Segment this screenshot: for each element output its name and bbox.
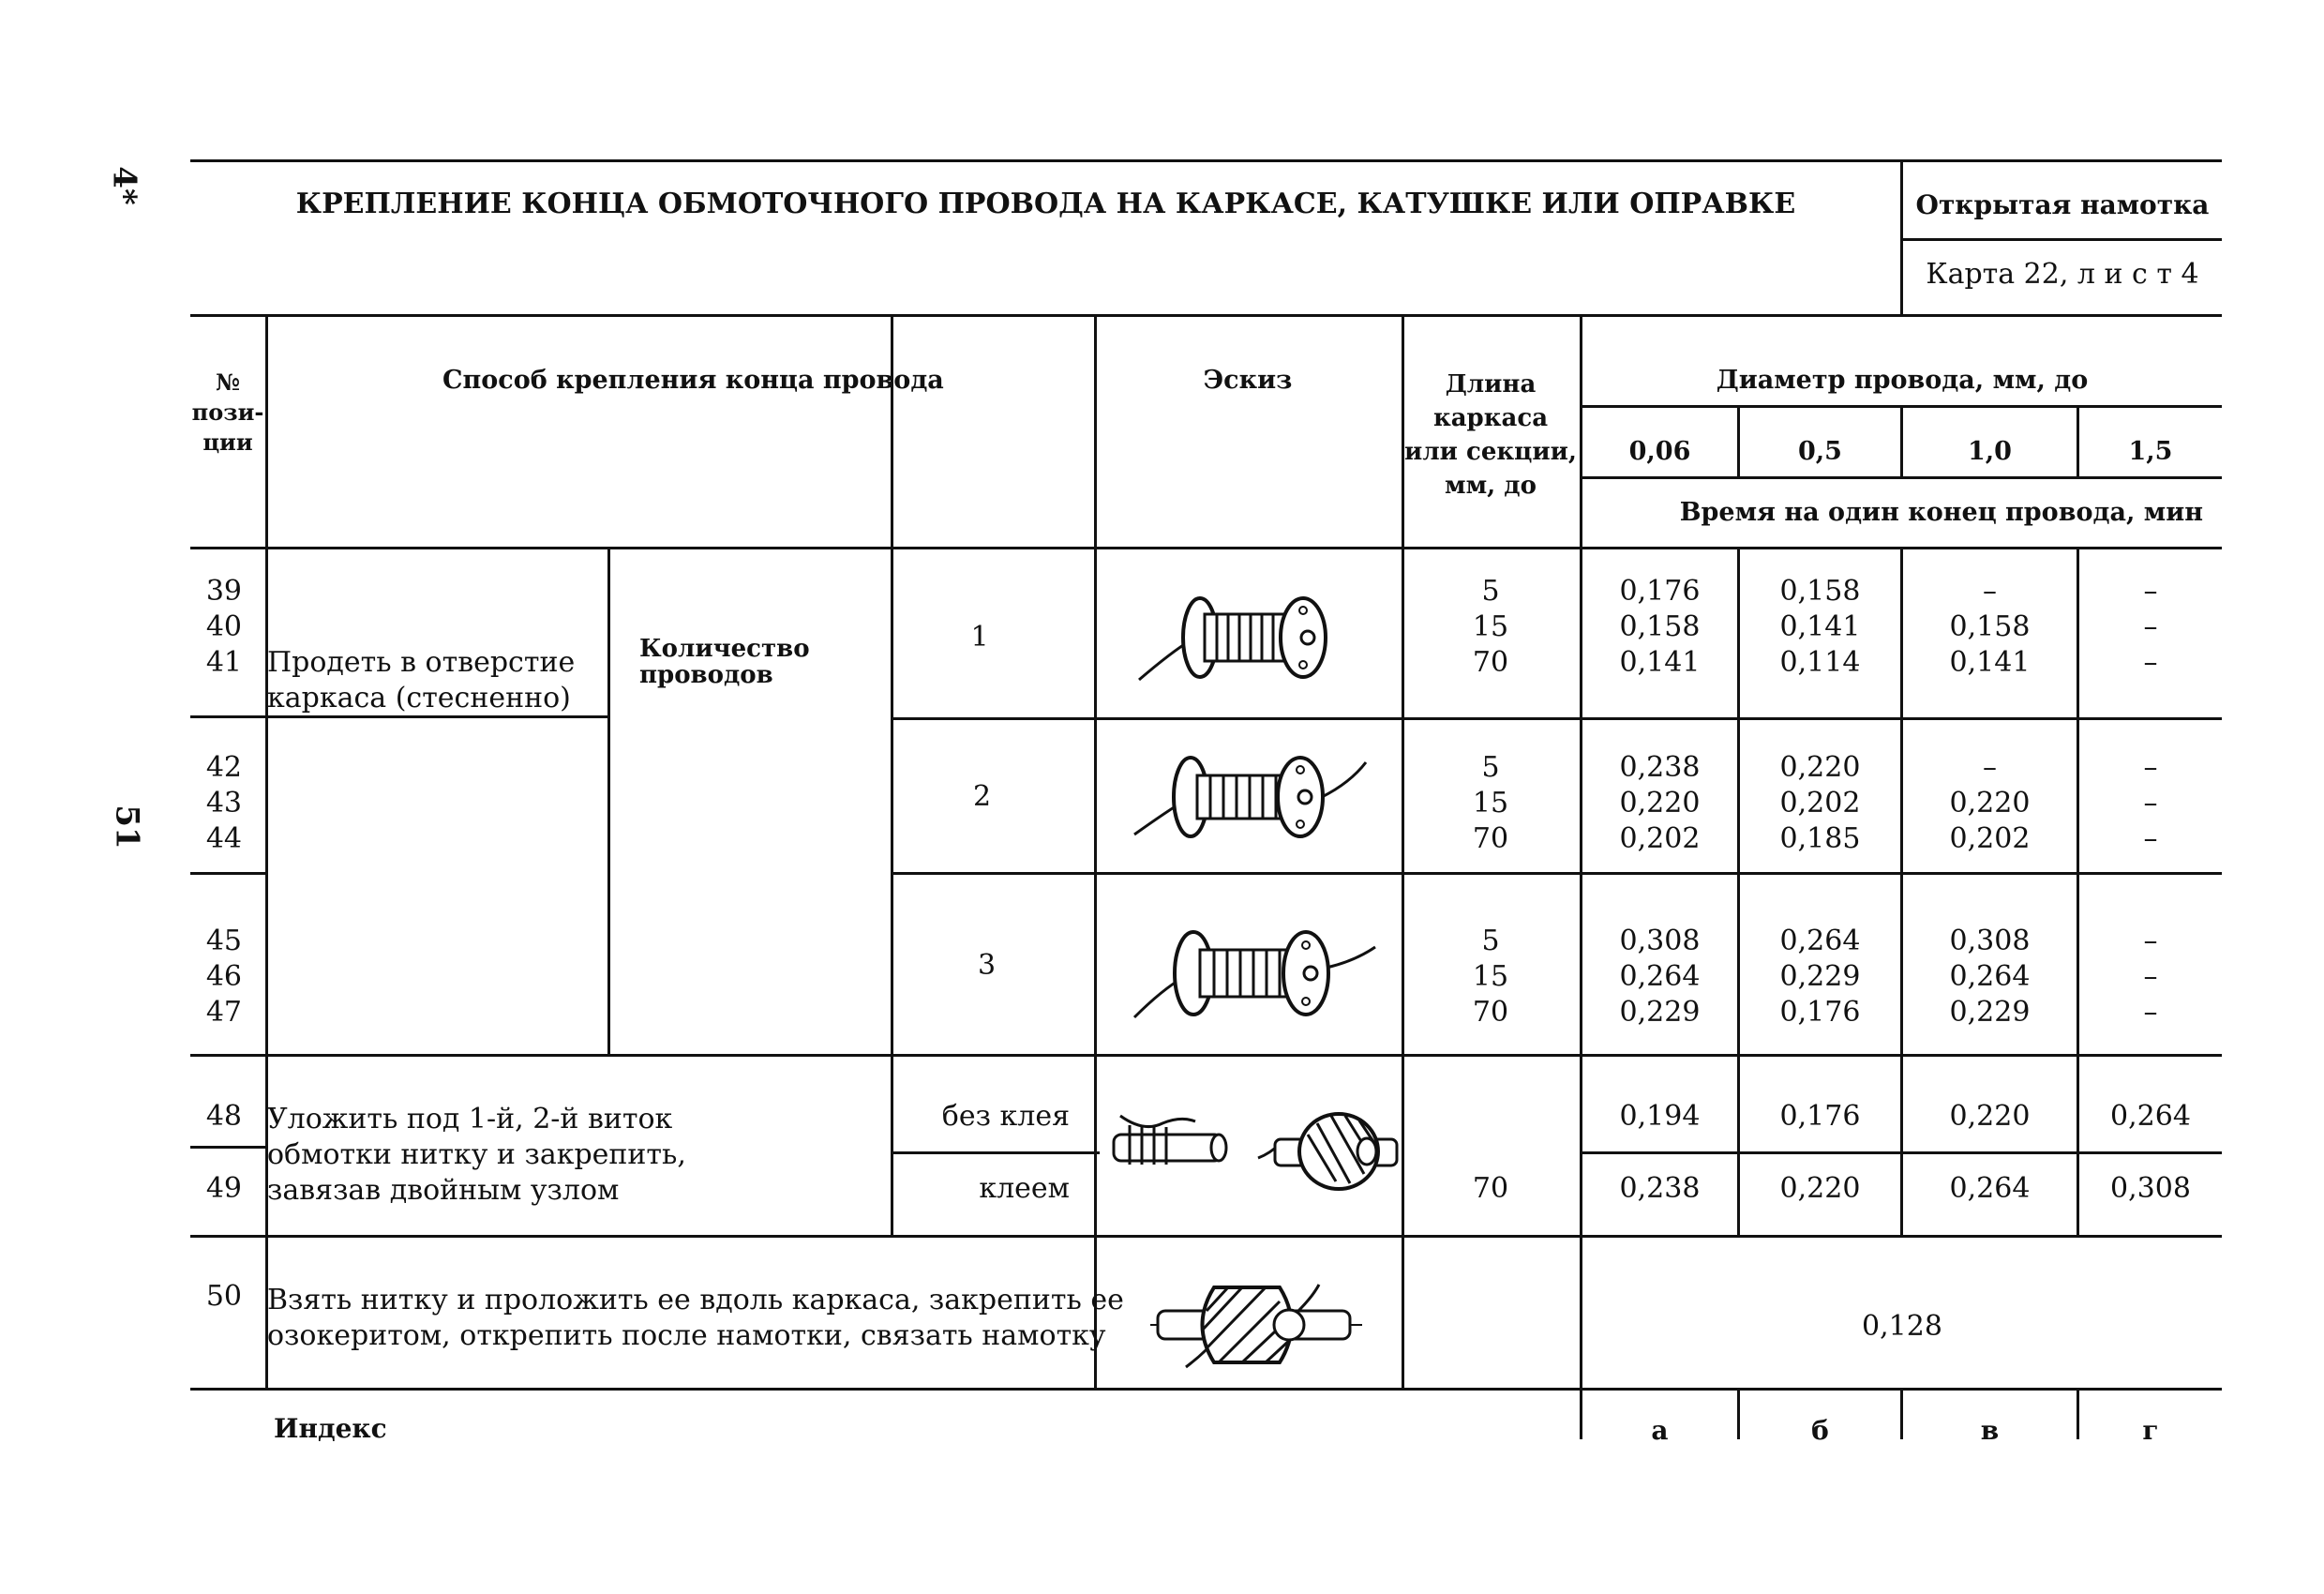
- cell-44-a: 0,202: [1619, 822, 1701, 855]
- row-rule-48: [190, 1054, 2222, 1057]
- group1-qty-label: Количество проводов: [639, 635, 810, 689]
- col-header-method: Способ крепления конца провода: [442, 366, 944, 395]
- header-mid-rule: [1900, 238, 2222, 241]
- len-line-1: Длина: [1445, 370, 1537, 398]
- values-g-block2: [2079, 750, 2222, 857]
- len-47: 70: [1472, 996, 1509, 1029]
- header-divider: [1900, 159, 1903, 314]
- cell-43-g: –: [2143, 787, 2158, 820]
- values-a-block3: [1582, 924, 1737, 1030]
- cell-46-a: 0,264: [1619, 960, 1701, 993]
- positions-39-41: [190, 574, 242, 681]
- header-top-rule: [190, 159, 2222, 162]
- group3-value: 0,128: [1862, 1310, 1942, 1343]
- index-v: в: [1980, 1415, 2000, 1446]
- pos-42: 42: [205, 751, 242, 784]
- len-45: 5: [1481, 925, 1500, 957]
- pos-40: 40: [205, 610, 242, 643]
- thread-ozokerite-sketch: [1148, 1273, 1364, 1376]
- page-title: КРЕПЛЕНИЕ КОНЦА ОБМОТОЧНОГО ПРОВОДА НА КАРКАСЕ, КАТУШКЕ ИЛИ ОПРАВКЕ: [295, 188, 1796, 220]
- values-b-block3: [1740, 924, 1900, 1030]
- lengths-block2: [1402, 750, 1580, 857]
- group2-method: Уложить под 1-й, 2-й виток обмотки нитку и закрепить, завязав двойным узлом: [267, 1103, 686, 1207]
- cell-49-b: 0,220: [1779, 1172, 1861, 1205]
- spool-sketch-1: [1134, 586, 1359, 689]
- len-line-3: или секции,: [1404, 438, 1577, 466]
- len-44: 70: [1472, 822, 1509, 855]
- diameter-v: 1,0: [1968, 437, 2012, 466]
- cell-41-a: 0,141: [1619, 646, 1701, 679]
- index-b: б: [1811, 1415, 1829, 1446]
- pos-46: 46: [205, 960, 242, 993]
- qty-2: 2: [972, 780, 992, 813]
- cell-40-a: 0,158: [1619, 610, 1701, 643]
- col-rule-qty: [891, 314, 893, 1235]
- values-b-block1: [1740, 574, 1900, 681]
- qty-1: 1: [970, 621, 989, 654]
- index-label: Индекс: [274, 1413, 387, 1444]
- group1-method: Продеть в отверстие каркаса (стесненно): [267, 646, 576, 714]
- cell-41-v: 0,141: [1949, 646, 2031, 679]
- len-line-2: каркаса: [1432, 404, 1549, 432]
- cell-46-v: 0,264: [1949, 960, 2031, 993]
- values-rule: [1580, 476, 2222, 479]
- values-b-block2: [1740, 750, 1900, 857]
- row-rule-45: [190, 872, 267, 875]
- page-mark-top: 4*: [105, 166, 143, 205]
- len-42: 5: [1481, 751, 1500, 784]
- values-a-block1: [1582, 574, 1737, 681]
- len-46: 15: [1472, 960, 1509, 993]
- variant-glue: клеем: [979, 1172, 1070, 1205]
- col-header-sketch: Эскиз: [1203, 366, 1293, 395]
- cell-44-v: 0,202: [1949, 822, 2031, 855]
- header-bottom-rule: [190, 547, 2222, 549]
- col-rule-qty-label: [607, 547, 610, 1054]
- spool-sketch-3: [1130, 919, 1383, 1027]
- cell-45-a: 0,308: [1619, 925, 1701, 957]
- col-header-length: [1402, 368, 1580, 503]
- diameter-b: 0,5: [1798, 437, 1842, 466]
- pos-50: 50: [205, 1280, 242, 1313]
- positions-42-44: [190, 750, 242, 857]
- row-rule-42b: [891, 717, 2222, 720]
- cell-42-b: 0,220: [1779, 751, 1861, 784]
- cell-48-v: 0,220: [1949, 1100, 2031, 1133]
- cell-46-g: –: [2143, 960, 2158, 993]
- index-g: г: [2142, 1415, 2159, 1446]
- cell-47-v: 0,229: [1949, 996, 2031, 1029]
- cell-46-b: 0,229: [1779, 960, 1861, 993]
- len-41: 70: [1472, 646, 1509, 679]
- values-v-block2: [1903, 750, 2077, 857]
- values-v-block3: [1903, 924, 2077, 1030]
- thread-knot-sketch: [1106, 1106, 1237, 1177]
- pos-43: 43: [205, 787, 242, 820]
- lengths-block1: [1402, 574, 1580, 681]
- cell-40-b: 0,141: [1779, 610, 1861, 643]
- category-label: Открытая намотка: [1915, 189, 2210, 220]
- table-top-rule: [190, 314, 2222, 317]
- cell-47-g: –: [2143, 996, 2158, 1029]
- cell-44-b: 0,185: [1779, 822, 1861, 855]
- cell-47-b: 0,176: [1779, 996, 1861, 1029]
- group2-length: 70: [1472, 1172, 1509, 1205]
- cell-48-b: 0,176: [1779, 1100, 1861, 1133]
- cell-42-a: 0,238: [1619, 751, 1701, 784]
- pos-48: 48: [205, 1100, 242, 1133]
- pos-45: 45: [205, 925, 242, 957]
- row-rule-45b: [891, 872, 2222, 875]
- cell-49-a: 0,238: [1619, 1172, 1701, 1205]
- col-header-pos: [190, 368, 265, 458]
- len-43: 15: [1472, 787, 1509, 820]
- index-a: а: [1651, 1415, 1669, 1446]
- diameter-a: 0,06: [1628, 437, 1691, 466]
- variant-no-glue: без клея: [941, 1100, 1070, 1133]
- row-rule-49b: [893, 1151, 1100, 1154]
- pos-44: 44: [205, 822, 242, 855]
- cell-39-b: 0,158: [1779, 575, 1861, 608]
- cell-42-v: –: [1983, 751, 1997, 784]
- cell-40-v: 0,158: [1949, 610, 2031, 643]
- cell-39-g: –: [2143, 575, 2158, 608]
- cell-43-b: 0,202: [1779, 787, 1861, 820]
- col-rule-values: [1580, 314, 1582, 1439]
- cell-43-a: 0,220: [1619, 787, 1701, 820]
- thread-glue-sketch: [1256, 1106, 1416, 1196]
- card-label: Карта 22, л и с т 4: [1926, 258, 2199, 291]
- cell-43-v: 0,220: [1949, 787, 2031, 820]
- cell-49-v: 0,264: [1949, 1172, 2031, 1205]
- cell-45-g: –: [2143, 925, 2158, 957]
- cell-40-g: –: [2143, 610, 2158, 643]
- row-rule-index: [190, 1388, 2222, 1391]
- group3-method: Взять нитку и проложить ее вдоль каркаса, закрепить ее озокеритом, открепить после намотки, связать намотку: [267, 1284, 1124, 1352]
- row-rule-49: [190, 1146, 267, 1149]
- col-rule-method: [265, 314, 268, 1391]
- cell-39-v: –: [1983, 575, 1997, 608]
- cell-39-a: 0,176: [1619, 575, 1701, 608]
- pos-num-sign: №: [215, 368, 241, 396]
- row-rule-50: [190, 1235, 2222, 1238]
- spool-sketch-2: [1130, 745, 1373, 849]
- col-rule-sketch: [1094, 314, 1097, 1391]
- pos-41: 41: [205, 646, 242, 679]
- values-g-block3: [2079, 924, 2222, 1030]
- values-a-block2: [1582, 750, 1737, 857]
- pos-47: 47: [205, 996, 242, 1029]
- cell-49-g: 0,308: [2110, 1172, 2191, 1205]
- cell-45-b: 0,264: [1779, 925, 1861, 957]
- len-39: 5: [1481, 575, 1500, 608]
- col-header-diameter: Диаметр провода, мм, до: [1716, 366, 2089, 395]
- cell-42-g: –: [2143, 751, 2158, 784]
- positions-45-47: [190, 924, 242, 1030]
- page-mark-number: 51: [108, 805, 146, 850]
- values-g-block1: [2079, 574, 2222, 681]
- cell-41-g: –: [2143, 646, 2158, 679]
- cell-47-a: 0,229: [1619, 996, 1701, 1029]
- len-40: 15: [1472, 610, 1509, 643]
- cell-41-b: 0,114: [1779, 646, 1861, 679]
- col-header-time: Время на один конец провода, мин: [1679, 498, 2203, 527]
- pos-line-1: пози-: [191, 398, 264, 426]
- diameter-g: 1,5: [2128, 437, 2173, 466]
- lengths-block3: [1402, 924, 1580, 1030]
- cell-44-g: –: [2143, 822, 2158, 855]
- pos-49: 49: [205, 1172, 242, 1205]
- values-v-block1: [1903, 574, 2077, 681]
- cell-48-g: 0,264: [2110, 1100, 2191, 1133]
- pos-line-2: ции: [202, 429, 253, 456]
- cell-45-v: 0,308: [1949, 925, 2031, 957]
- len-line-4: мм, до: [1445, 472, 1537, 500]
- cell-48-a: 0,194: [1619, 1100, 1701, 1133]
- pos-39: 39: [205, 575, 242, 608]
- qty-3: 3: [977, 949, 997, 982]
